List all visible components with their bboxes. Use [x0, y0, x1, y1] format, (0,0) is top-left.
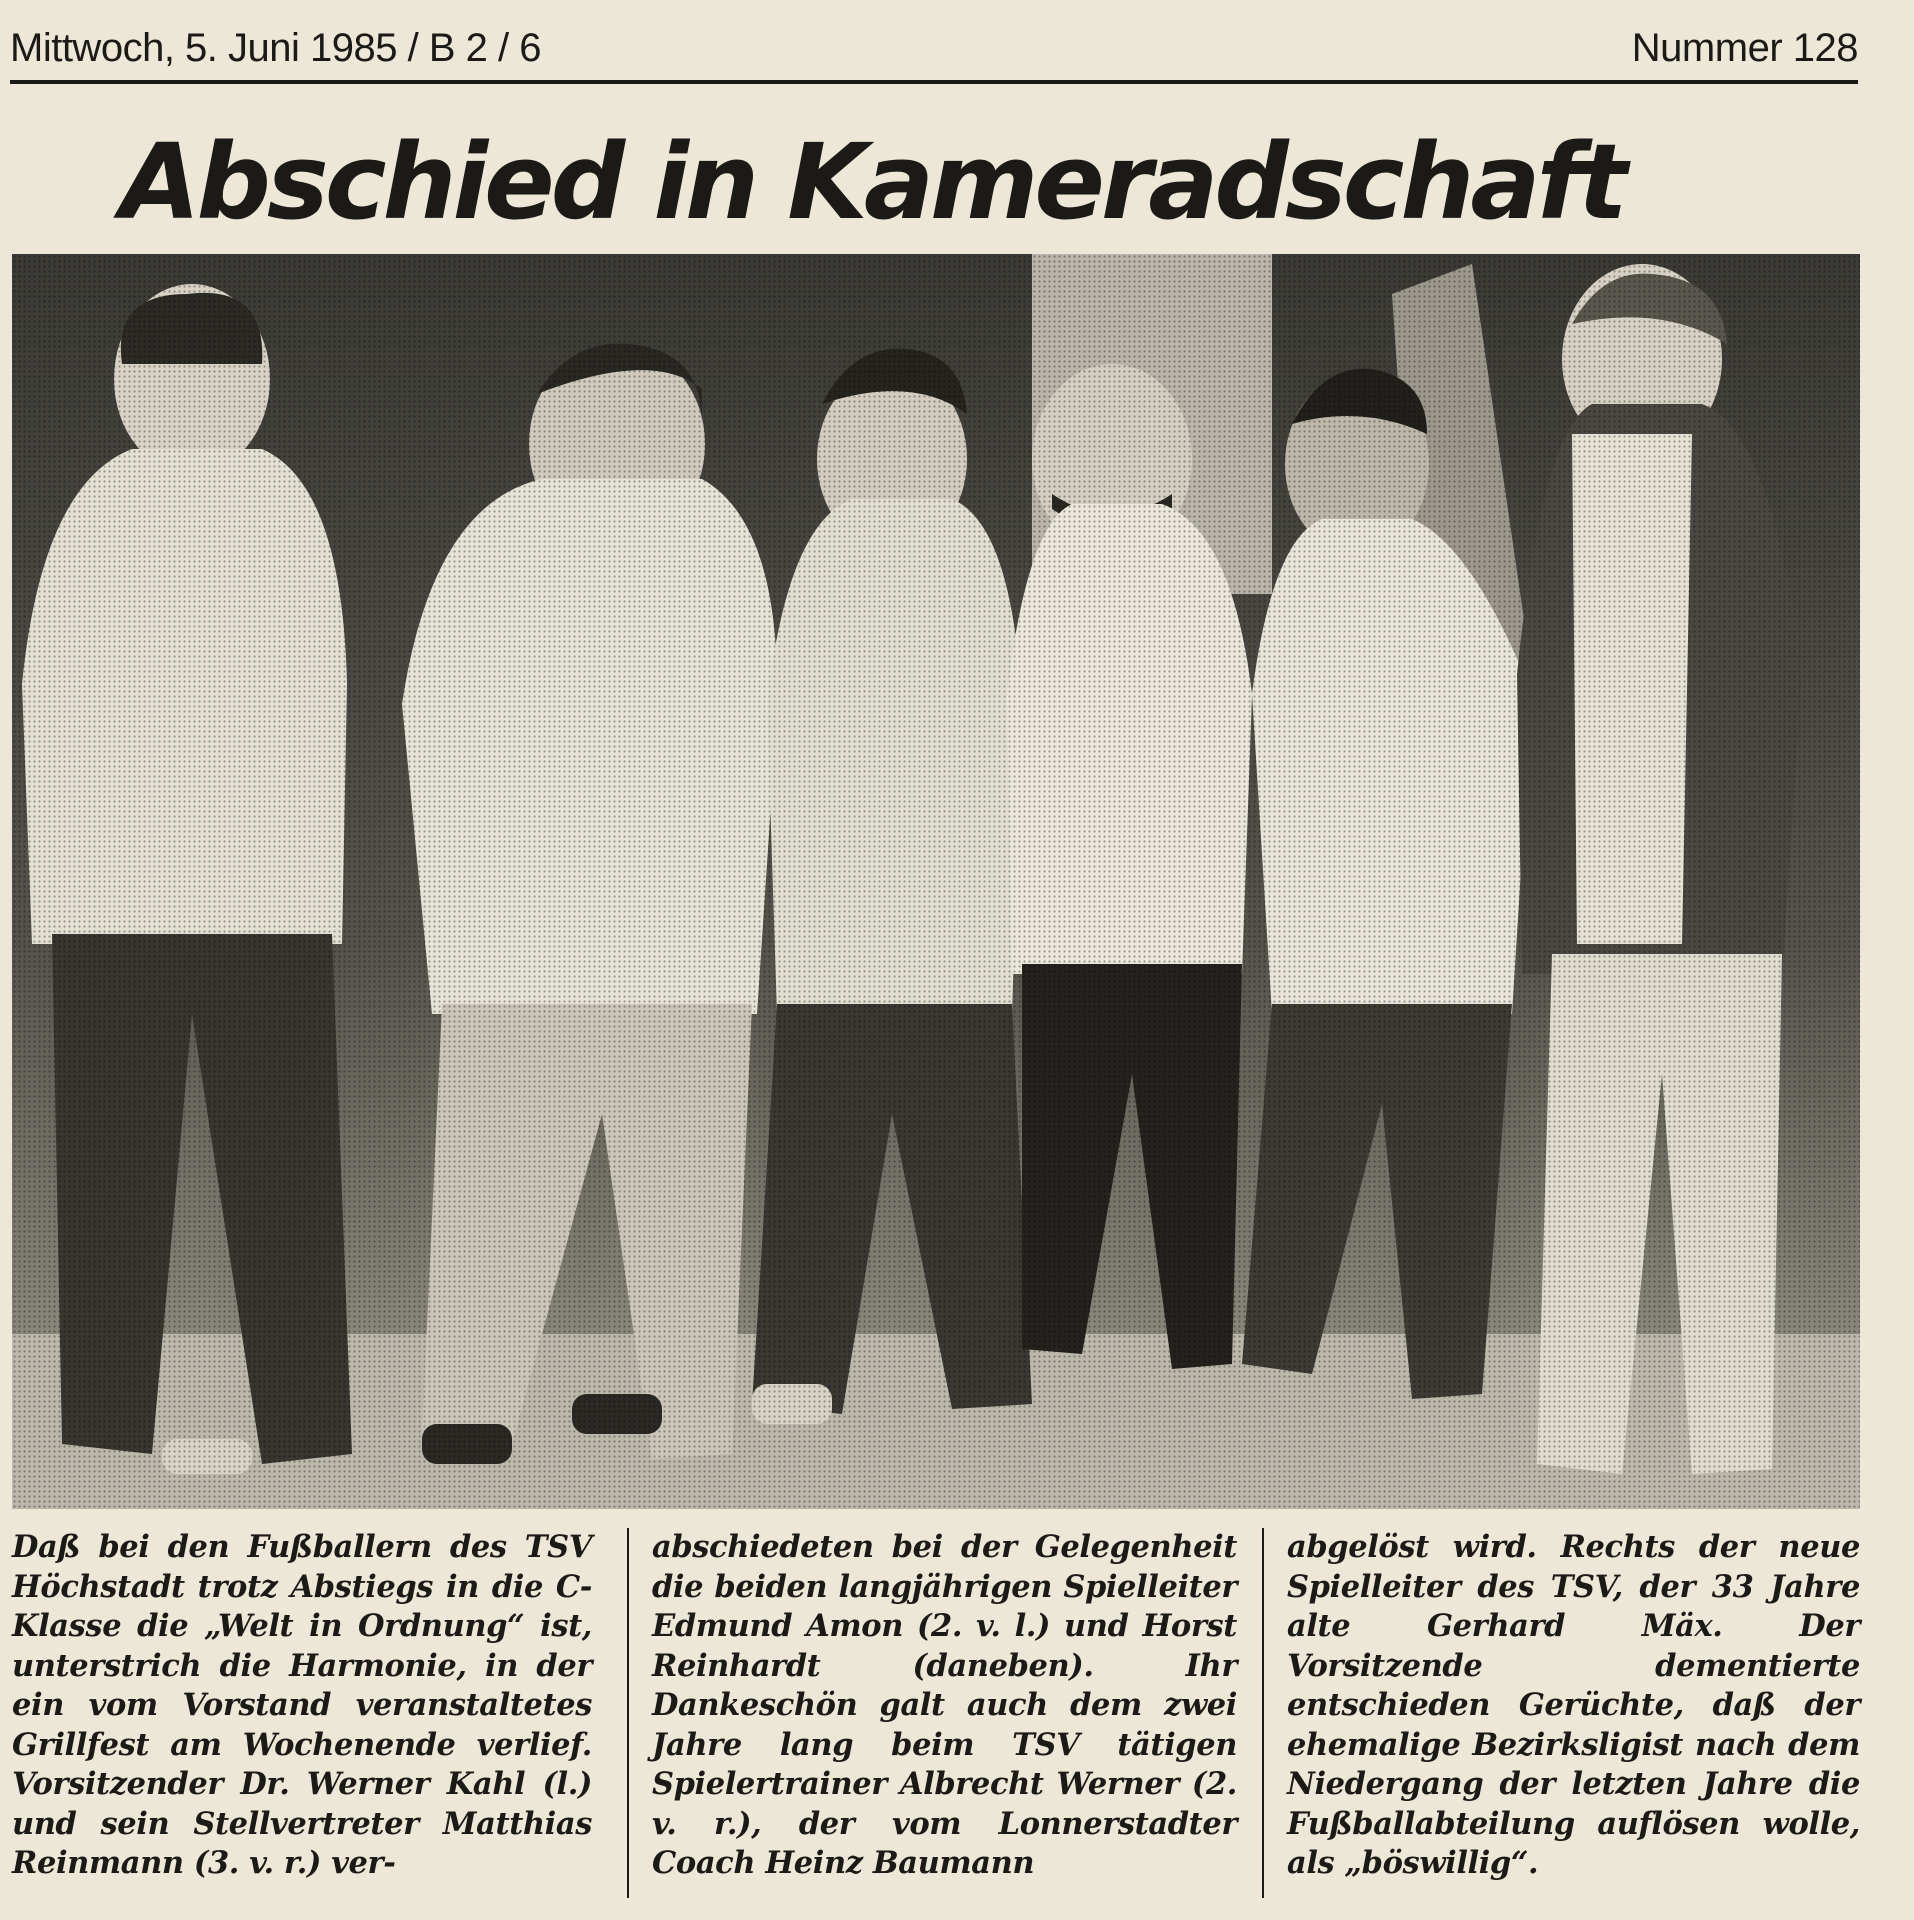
newspaper-header [10, 22, 1858, 84]
article-column-2 [652, 1528, 1237, 1898]
article-text: abschiedeten bei der Gelegenheit die beiden langjährigen Spielleiter Edmund Amon (2. v. l.) und Horst Reinhardt (daneben). Ihr Dankeschön galt auch dem zwei Jahre lang beim TSV tätigen Spielertrainer Albrecht Werner (2. v. r.), der vom Lonnerstadter Coach Heinz Baumann [652, 1529, 1237, 1881]
date-line: Mittwoch, 5. Juni 1985 / B 2 / 6 [10, 26, 541, 70]
article-body [12, 1528, 1860, 1898]
article-text: abgelöst wird. Rechts der neue Spielleiter des TSV, der 33 Jahre alte Gerhard Mäx. Der Vorsitzende dementierte entschieden Gerüchte, daß der ehemalige Bezirksligist nach dem Niedergang der letzten Jahre die Fußballabteilung auflösen wolle, als „böswillig“. [1287, 1529, 1860, 1881]
article-column-1 [12, 1528, 592, 1898]
article-text: Daß bei den Fußballern des TSV Höchstadt trotz Abstiegs in die C-Klasse die „Welt in Ordnung“ ist, unterstrich die Harmonie, in der ein vom Vorstand veranstaltetes Grillfest am Wochenende verlief. Vorsitzender Dr. Werner Kahl (l.) und sein Stellvertreter Matthias Reinmann (3. v. r.) ver- [12, 1529, 592, 1881]
column-divider [1262, 1528, 1264, 1898]
article-column-3 [1287, 1528, 1860, 1898]
issue-number: Nummer 128 [1631, 26, 1858, 70]
column-divider [627, 1528, 629, 1898]
headline: Abschied in Kameradschaft [120, 121, 1624, 243]
group-photo [12, 254, 1860, 1509]
group-photo-icon [12, 254, 1860, 1509]
